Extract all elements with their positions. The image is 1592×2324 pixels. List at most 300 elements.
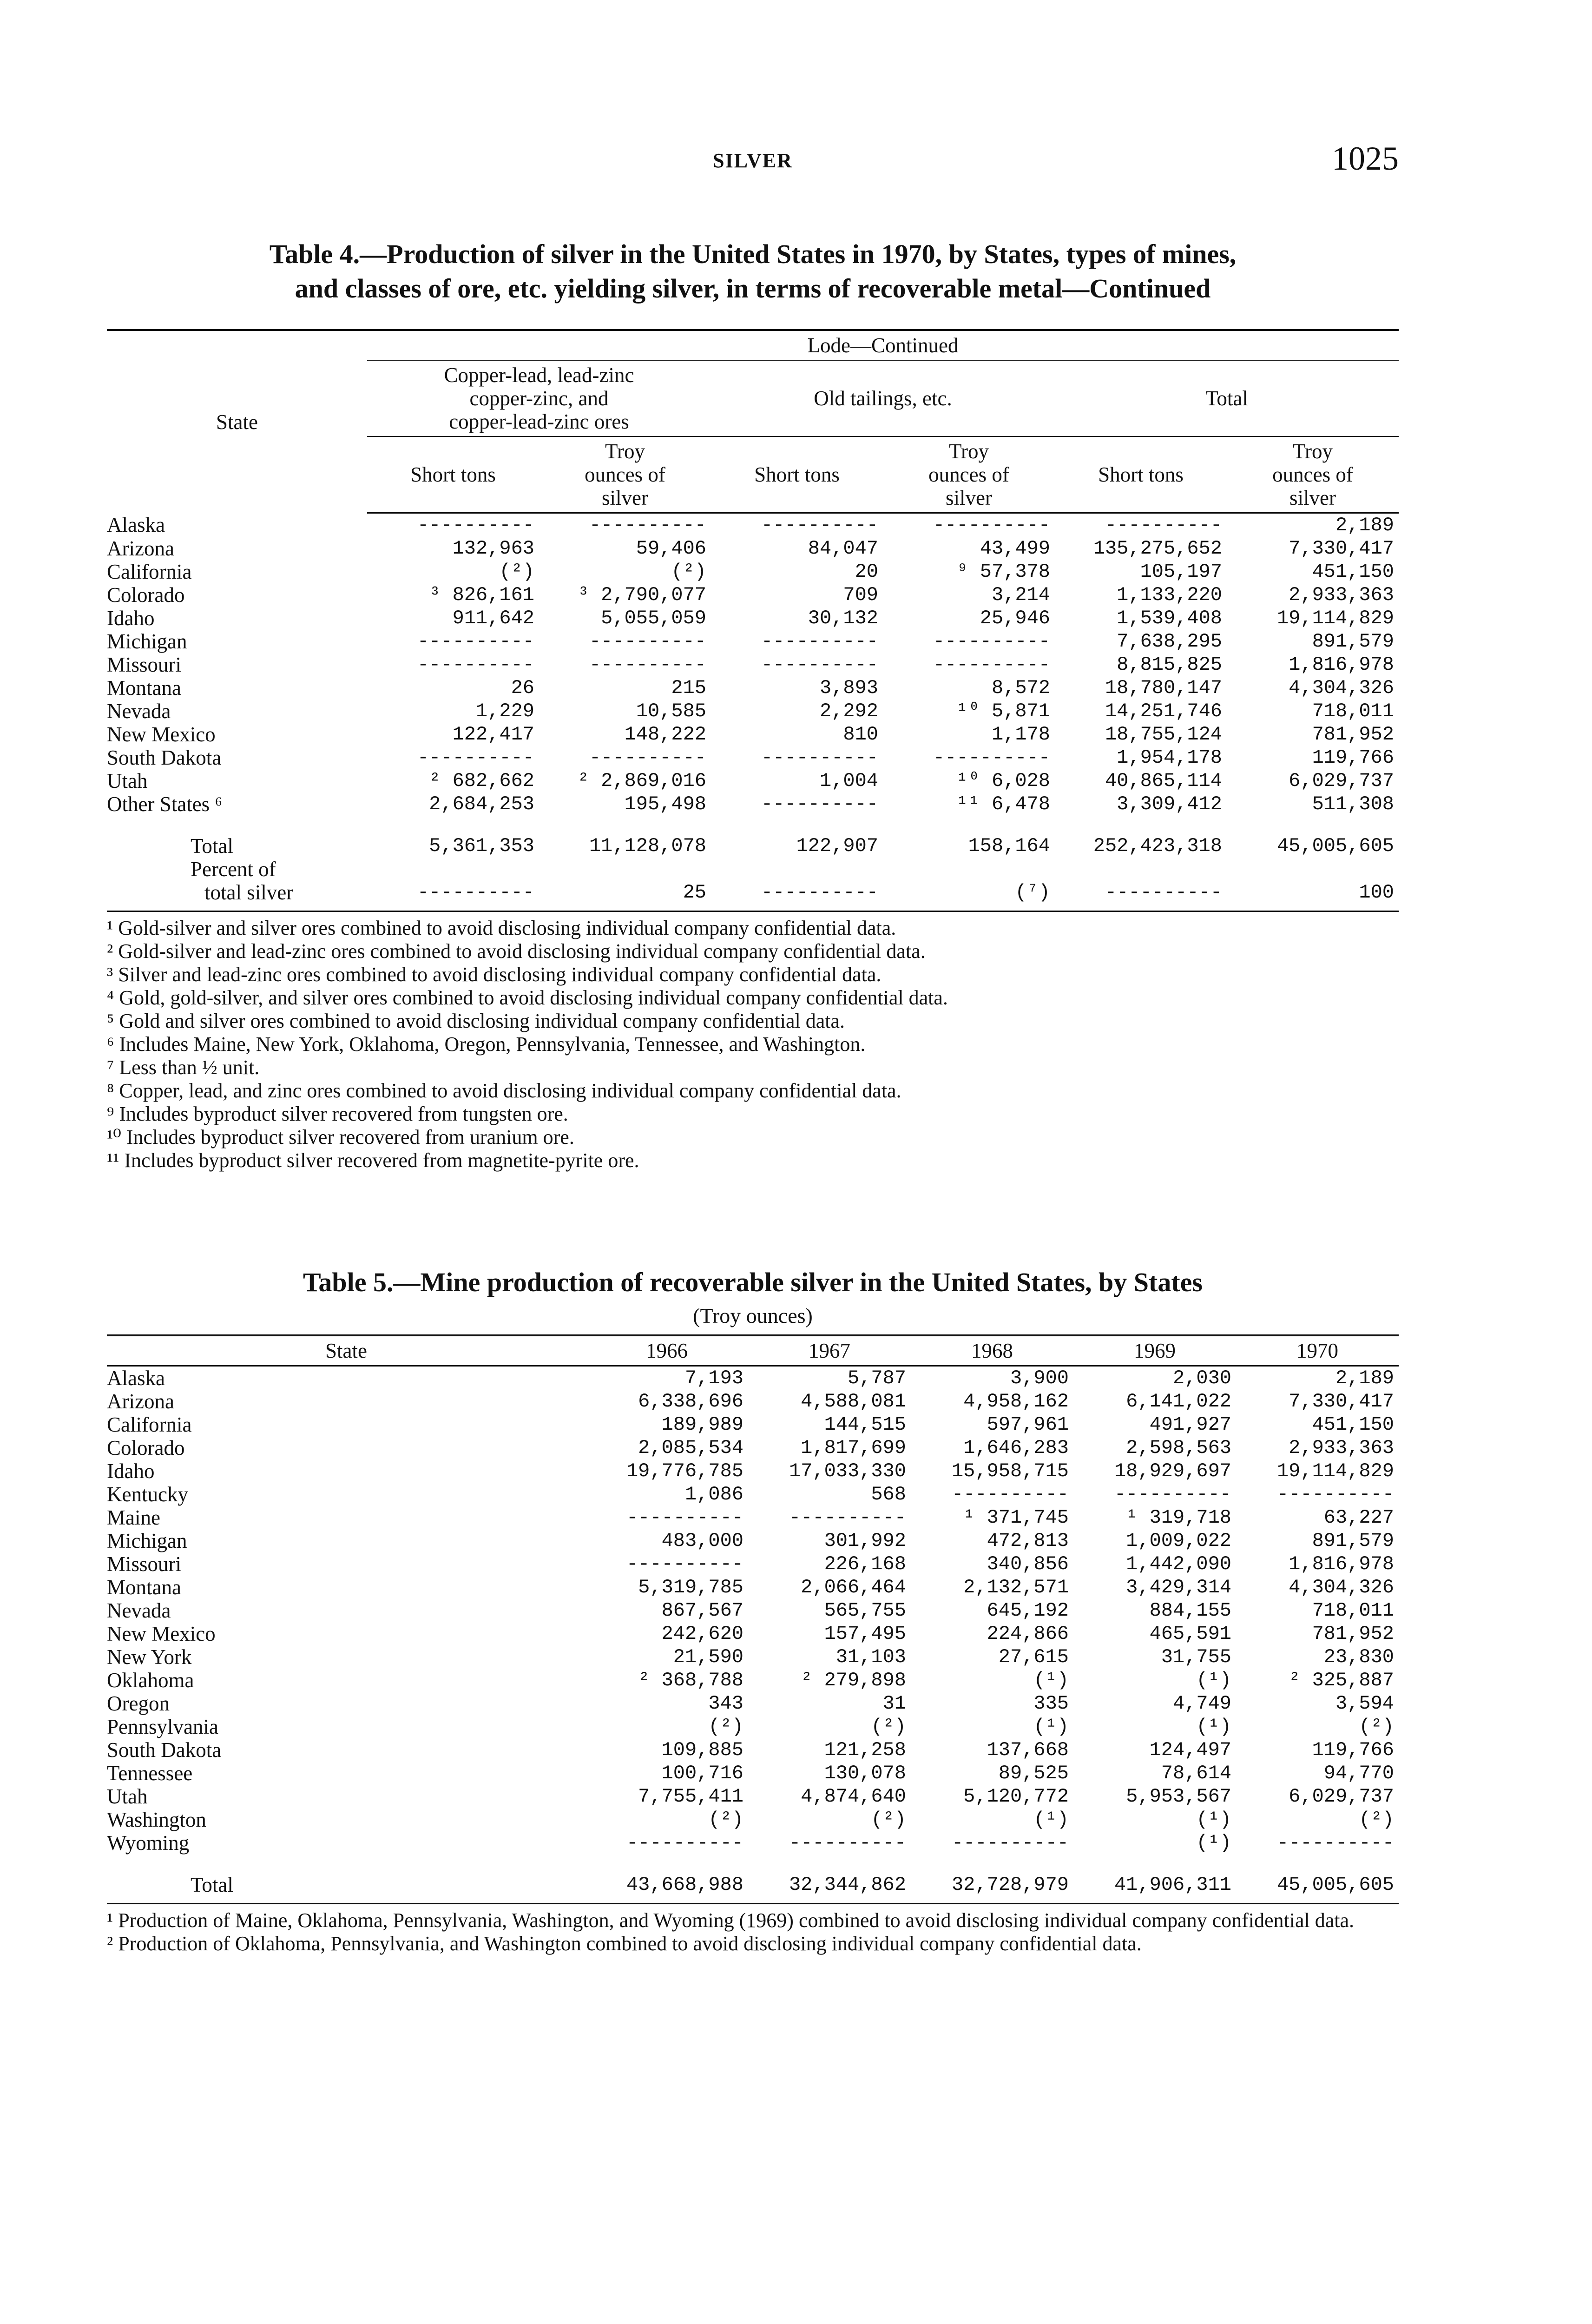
row-value: 3,309,412 — [1117, 793, 1222, 815]
row-state-label: Idaho — [107, 607, 155, 630]
copper-group-line1: Copper-lead, lead-zinc — [444, 363, 634, 387]
row-value: 8,815,825 — [1117, 654, 1222, 676]
footnote: ⁶ Includes Maine, New York, Oklahoma, Oregon, Pennsylvania, Tennessee, and Washington. — [107, 1033, 866, 1056]
row-value: 17,033,330 — [789, 1460, 906, 1482]
table-row — [107, 1622, 1399, 1645]
table4-header-troy-2: Troy ounces of silver — [883, 436, 1055, 513]
row-state-label: Michigan — [107, 630, 187, 653]
row-value: 3,594 — [1335, 1692, 1394, 1715]
row-value: 5,055,059 — [601, 607, 706, 629]
row-value: (¹) — [1196, 1809, 1231, 1831]
table4-title-line2: and classes of ore, etc. yielding silver, in terms of recoverable metal—Continued — [295, 273, 1211, 304]
row-value: (²) — [499, 561, 534, 583]
row-value: 59,406 — [636, 537, 706, 560]
row-value: 5,953,567 — [1126, 1785, 1231, 1808]
row-value: 7,193 — [684, 1367, 743, 1389]
table-row — [107, 1459, 1399, 1483]
row-value: (²) — [1359, 1716, 1394, 1738]
row-value: 1,817,699 — [801, 1437, 906, 1459]
row-value: ---------- — [417, 514, 534, 536]
table-row — [107, 723, 1399, 746]
table5-total-row: Total 43,668,988 32,344,862 32,728,979 41,906,311 45,005,605 — [107, 1871, 1399, 1896]
table-row — [107, 1645, 1399, 1669]
table-row — [107, 746, 1399, 769]
table-row — [107, 513, 1399, 537]
row-value: 195,498 — [624, 793, 706, 815]
row-value: ---------- — [933, 654, 1050, 676]
row-value: 20 — [855, 561, 878, 583]
copper-group-line2: copper-zinc, and — [469, 387, 609, 410]
row-value: 2,292 — [819, 700, 878, 722]
table5-header-1966: 1966 — [585, 1335, 748, 1366]
table4-percent-row: total silver ---------- 25 ---------- (⁷) ---------- 100 — [107, 881, 1399, 904]
row-value: ---------- — [761, 514, 878, 536]
row-state-label: South Dakota — [107, 1738, 222, 1762]
table-row — [107, 630, 1399, 653]
table-row — [107, 1483, 1399, 1506]
table5-header-1970: 1970 — [1236, 1335, 1399, 1366]
row-value: 1,004 — [819, 770, 878, 792]
table-row — [107, 1436, 1399, 1459]
row-value: 4,304,326 — [1289, 677, 1394, 699]
table-row — [107, 1762, 1399, 1785]
row-value: (²) — [708, 1716, 743, 1738]
row-value: (²) — [671, 561, 706, 583]
row-value: ---------- — [417, 746, 534, 769]
row-value: ---------- — [626, 1832, 743, 1854]
row-value: 483,000 — [661, 1530, 743, 1552]
table-row — [107, 1669, 1399, 1692]
table-row — [107, 1692, 1399, 1715]
row-value: 1,086 — [684, 1483, 743, 1505]
page-number: 1025 — [1332, 140, 1399, 177]
row-value: 19,114,829 — [1276, 607, 1394, 629]
row-value: 645,192 — [987, 1599, 1069, 1622]
table-row — [107, 1366, 1399, 1390]
footnote: ⁹ Includes byproduct silver recovered from tungsten ore. — [107, 1103, 568, 1125]
row-value: 911,642 — [452, 607, 534, 629]
row-value: 7,755,411 — [638, 1785, 743, 1808]
row-value: 1,178 — [991, 723, 1050, 746]
row-value: (¹) — [1033, 1669, 1069, 1691]
row-value: ² 368,788 — [638, 1669, 743, 1691]
row-value: (¹) — [1033, 1809, 1069, 1831]
row-value: 3,429,314 — [1126, 1576, 1231, 1598]
row-value: 2,085,534 — [638, 1437, 743, 1459]
row-value: 7,638,295 — [1117, 630, 1222, 653]
row-state-label: Utah — [107, 1785, 148, 1808]
row-value: 27,615 — [998, 1646, 1069, 1668]
row-value: ---------- — [626, 1553, 743, 1575]
row-state-label: Maine — [107, 1506, 160, 1529]
table-row — [107, 1413, 1399, 1436]
row-value: ---------- — [417, 654, 534, 676]
table4 — [107, 329, 1399, 904]
row-value: 1,539,408 — [1117, 607, 1222, 629]
row-value: 18,755,124 — [1105, 723, 1222, 746]
row-value: 137,668 — [987, 1739, 1069, 1761]
row-state-label: Montana — [107, 676, 181, 700]
row-value: ---------- — [951, 1483, 1069, 1505]
row-value: 100,716 — [661, 1762, 743, 1784]
row-value: 94,770 — [1323, 1762, 1394, 1784]
row-value: ³ 2,790,077 — [577, 584, 706, 606]
row-value: 109,885 — [661, 1739, 743, 1761]
table-row — [107, 792, 1399, 816]
row-value: 63,227 — [1323, 1506, 1394, 1529]
row-value: (²) — [871, 1716, 906, 1738]
table-row — [107, 1529, 1399, 1552]
row-value: 2,132,571 — [963, 1576, 1069, 1598]
row-value: ---------- — [951, 1832, 1069, 1854]
row-value: 130,078 — [824, 1762, 906, 1784]
footnote: ⁷ Less than ½ unit. — [107, 1056, 260, 1079]
row-value: 781,952 — [1312, 1623, 1394, 1645]
row-value: 810 — [843, 723, 878, 746]
row-value: ¹⁰ 6,028 — [956, 770, 1050, 792]
row-value: 121,258 — [824, 1739, 906, 1761]
row-value: ² 2,869,016 — [577, 770, 706, 792]
table4-header-lode: Lode—Continued — [367, 330, 1399, 360]
table5-header-1969: 1969 — [1073, 1335, 1236, 1366]
row-value: ---------- — [761, 654, 878, 676]
row-state-label: New Mexico — [107, 1622, 216, 1645]
table5 — [107, 1334, 1399, 1896]
row-state-label: Washington — [107, 1808, 206, 1831]
row-value: 472,813 — [987, 1530, 1069, 1552]
table4-header-tailings-group: Old tailings, etc. — [711, 360, 1055, 436]
row-state-label: Pennsylvania — [107, 1715, 218, 1738]
row-value: 10,585 — [636, 700, 706, 722]
row-value: 15,958,715 — [951, 1460, 1069, 1482]
row-value: ¹ 319,718 — [1126, 1506, 1231, 1529]
row-value: 1,646,283 — [963, 1437, 1069, 1459]
row-value: ---------- — [626, 1506, 743, 1529]
table-row — [107, 560, 1399, 583]
row-value: 14,251,746 — [1105, 700, 1222, 722]
row-value: 6,029,737 — [1289, 770, 1394, 792]
row-value: ---------- — [933, 746, 1050, 769]
row-value: (²) — [871, 1809, 906, 1831]
row-state-label: Tennessee — [107, 1762, 193, 1785]
row-state-label: Oklahoma — [107, 1669, 194, 1692]
row-value: ---------- — [589, 514, 706, 536]
row-value: ---------- — [789, 1832, 906, 1854]
row-value: 8,572 — [991, 677, 1050, 699]
row-value: 709 — [843, 584, 878, 606]
row-value: 23,830 — [1323, 1646, 1394, 1668]
row-value: ---------- — [761, 630, 878, 653]
row-value: 2,598,563 — [1126, 1437, 1231, 1459]
footnote: ² Production of Oklahoma, Pennsylvania, and Washington combined to avoid disclosing individual company confidential data. — [107, 1932, 1142, 1955]
row-value: 3,893 — [819, 677, 878, 699]
row-state-label: Colorado — [107, 1436, 185, 1459]
row-value: 19,114,829 — [1276, 1460, 1394, 1482]
row-value: 148,222 — [624, 723, 706, 746]
row-value: (²) — [708, 1809, 743, 1831]
row-value: ---------- — [589, 630, 706, 653]
table4-title — [107, 237, 1399, 306]
row-value: ---------- — [1276, 1483, 1394, 1505]
table-row — [107, 607, 1399, 630]
table4-percent-label: Percent of — [191, 858, 276, 881]
row-value: 451,150 — [1312, 1413, 1394, 1436]
table4-footnotes — [107, 911, 1399, 1172]
row-value: 1,009,022 — [1126, 1530, 1231, 1552]
row-value: 891,579 — [1312, 1530, 1394, 1552]
row-value: ---------- — [933, 514, 1050, 536]
row-value: 343 — [708, 1692, 743, 1715]
table-row — [107, 653, 1399, 676]
row-state-label: Arizona — [107, 1390, 174, 1413]
row-value: 3,214 — [991, 584, 1050, 606]
row-value: 891,579 — [1312, 630, 1394, 653]
row-value: 124,497 — [1149, 1739, 1231, 1761]
row-state-label: Kentucky — [107, 1483, 188, 1506]
row-value: 568 — [871, 1483, 906, 1505]
row-value: 215 — [671, 677, 706, 699]
row-value: 6,029,737 — [1289, 1785, 1394, 1808]
row-value: 19,776,785 — [626, 1460, 743, 1482]
table-row — [107, 583, 1399, 607]
row-value: 451,150 — [1312, 561, 1394, 583]
row-value: ⁹ 57,378 — [956, 561, 1050, 583]
row-value: ---------- — [589, 746, 706, 769]
row-state-label: South Dakota — [107, 746, 222, 769]
row-value: 26 — [511, 677, 534, 699]
table5-subtitle: (Troy ounces) — [693, 1304, 813, 1327]
row-value: ¹⁰ 5,871 — [956, 700, 1050, 722]
table4-header-copper-group — [367, 360, 711, 436]
table4-header-troy-1: Troy ounces of silver — [539, 436, 711, 513]
row-value: ---------- — [761, 793, 878, 815]
row-value: 31,103 — [835, 1646, 906, 1668]
row-state-label: Michigan — [107, 1529, 187, 1552]
row-value: 1,954,178 — [1117, 746, 1222, 769]
row-value: 2,189 — [1335, 514, 1394, 536]
row-value: 43,499 — [980, 537, 1050, 560]
table5-body — [107, 1366, 1399, 1855]
row-value: 122,417 — [452, 723, 534, 746]
table-row — [107, 769, 1399, 792]
footnote: ⁴ Gold, gold-silver, and silver ores combined to avoid disclosing individual company confidential data. — [107, 986, 948, 1009]
row-value: 4,958,162 — [963, 1390, 1069, 1413]
row-value: ¹¹ 6,478 — [956, 793, 1050, 815]
row-state-label: Idaho — [107, 1459, 155, 1483]
row-value: 18,780,147 — [1105, 677, 1222, 699]
footnote: ¹ Production of Maine, Oklahoma, Pennsylvania, Washington, and Wyoming (1969) combined to avoid disclosing individual company confidential data. — [107, 1909, 1355, 1932]
row-value: 4,749 — [1172, 1692, 1231, 1715]
row-value: (¹) — [1196, 1716, 1231, 1738]
row-state-label: New Mexico — [107, 723, 216, 746]
row-value: ---------- — [1276, 1832, 1394, 1854]
table-row — [107, 1738, 1399, 1762]
table-row — [107, 537, 1399, 560]
row-value: 157,495 — [824, 1623, 906, 1645]
table-row — [107, 1599, 1399, 1622]
row-value: 1,816,978 — [1289, 1553, 1394, 1575]
row-value: 31,755 — [1161, 1646, 1231, 1668]
row-value: 7,330,417 — [1289, 1390, 1394, 1413]
row-value: 1,816,978 — [1289, 654, 1394, 676]
row-value: 89,525 — [998, 1762, 1069, 1784]
row-value: (²) — [1359, 1809, 1394, 1831]
row-value: 84,047 — [808, 537, 878, 560]
row-state-label: New York — [107, 1645, 192, 1669]
row-value: 340,856 — [987, 1553, 1069, 1575]
row-value: 119,766 — [1312, 1739, 1394, 1761]
row-value: 1,442,090 — [1126, 1553, 1231, 1575]
table4-header-short-tons-2: Short tons — [711, 436, 883, 513]
row-state-label: California — [107, 560, 192, 583]
table-row — [107, 1785, 1399, 1808]
row-value: 25,946 — [980, 607, 1050, 629]
row-state-label: Nevada — [107, 700, 171, 723]
row-value: 2,189 — [1335, 1367, 1394, 1389]
table-row — [107, 1390, 1399, 1413]
row-value: 119,766 — [1312, 746, 1394, 769]
row-value: ---------- — [789, 1506, 906, 1529]
row-value: 2,933,363 — [1289, 1437, 1394, 1459]
row-value: ---------- — [1105, 514, 1222, 536]
table4-header-state: State — [216, 410, 258, 434]
row-value: 6,338,696 — [638, 1390, 743, 1413]
footnote: ¹ Gold-silver and silver ores combined to avoid disclosing individual company confidential data. — [107, 917, 896, 939]
footnote: ³ Silver and lead-zinc ores combined to avoid disclosing individual company confidential data. — [107, 963, 882, 986]
table4-header-short-tons-1: Short tons — [367, 436, 539, 513]
row-value: 5,120,772 — [963, 1785, 1069, 1808]
row-value: 4,874,640 — [801, 1785, 906, 1808]
row-value: 597,961 — [987, 1413, 1069, 1436]
row-value: 6,141,022 — [1126, 1390, 1231, 1413]
row-value: 301,992 — [824, 1530, 906, 1552]
row-value: 78,614 — [1161, 1762, 1231, 1784]
table5-summary — [107, 1855, 1399, 1896]
row-value: ---------- — [1114, 1483, 1231, 1505]
table5-header-1967: 1967 — [748, 1335, 911, 1366]
row-state-label: Alaska — [107, 1367, 165, 1390]
row-value: ---------- — [589, 654, 706, 676]
row-value: 144,515 — [824, 1413, 906, 1436]
row-value: 40,865,114 — [1105, 770, 1222, 792]
row-value: ² 682,662 — [429, 770, 534, 792]
row-value: 718,011 — [1312, 700, 1394, 722]
row-value: 21,590 — [673, 1646, 743, 1668]
row-state-label: Missouri — [107, 653, 182, 676]
row-value: ---------- — [417, 630, 534, 653]
table4-percent-label-2: total silver — [204, 881, 294, 904]
row-value: 884,155 — [1149, 1599, 1231, 1622]
running-title: SILVER — [713, 149, 793, 172]
row-value: 781,952 — [1312, 723, 1394, 746]
table-row — [107, 1808, 1399, 1831]
row-state-label: Montana — [107, 1576, 181, 1599]
row-value: 465,591 — [1149, 1623, 1231, 1645]
row-value: 31 — [882, 1692, 906, 1715]
row-state-label: Utah — [107, 769, 148, 792]
row-value: ² 279,898 — [801, 1669, 906, 1691]
row-state-label: Arizona — [107, 537, 174, 560]
row-state-label: Missouri — [107, 1552, 182, 1576]
row-value: ³ 826,161 — [429, 584, 534, 606]
row-value: ---------- — [761, 746, 878, 769]
footnote: ¹¹ Includes byproduct silver recovered from magnetite-pyrite ore. — [107, 1149, 639, 1172]
table-row — [107, 1831, 1399, 1855]
row-value: 491,927 — [1149, 1413, 1231, 1436]
copper-group-line3: copper-lead-zinc ores — [449, 410, 629, 433]
row-value: 1,133,220 — [1117, 584, 1222, 606]
table5-footnotes — [107, 1903, 1399, 1955]
row-state-label: Wyoming — [107, 1831, 190, 1855]
table-row — [107, 1552, 1399, 1576]
footnote: ⁵ Gold and silver ores combined to avoid disclosing individual company confidential data. — [107, 1010, 845, 1032]
footnote: ⁸ Copper, lead, and zinc ores combined to avoid disclosing individual company confidential data. — [107, 1079, 901, 1102]
row-value: 224,866 — [987, 1623, 1069, 1645]
row-value: 1,229 — [475, 700, 534, 722]
row-value: 4,588,081 — [801, 1390, 906, 1413]
table4-title-line1: Table 4.—Production of silver in the United States in 1970, by States, types of mines, — [269, 239, 1237, 269]
row-value: (¹) — [1196, 1669, 1231, 1691]
row-value: 132,963 — [452, 537, 534, 560]
row-value: ¹ 371,745 — [963, 1506, 1069, 1529]
row-value: (¹) — [1196, 1832, 1231, 1854]
table4-header-total-group: Total — [1055, 360, 1399, 436]
row-value: 242,620 — [661, 1623, 743, 1645]
row-value: 105,197 — [1140, 561, 1222, 583]
table4-header-short-tons-3: Short tons — [1055, 436, 1227, 513]
row-value: 4,304,326 — [1289, 1576, 1394, 1598]
row-value: 18,929,697 — [1114, 1460, 1231, 1482]
row-value: 718,011 — [1312, 1599, 1394, 1622]
row-value: 565,755 — [824, 1599, 906, 1622]
row-value: 2,684,253 — [429, 793, 534, 815]
row-value: 30,132 — [808, 607, 878, 629]
row-value: 3,900 — [1010, 1367, 1069, 1389]
table-row — [107, 700, 1399, 723]
row-value: 189,989 — [661, 1413, 743, 1436]
row-value: 2,933,363 — [1289, 584, 1394, 606]
table4-summary — [107, 816, 1399, 904]
table-row — [107, 676, 1399, 700]
table-row — [107, 1715, 1399, 1738]
row-value: 511,308 — [1312, 793, 1394, 815]
running-head — [107, 139, 1399, 186]
footnote: ¹⁰ Includes byproduct silver recovered from uranium ore. — [107, 1126, 574, 1149]
table5-title: Table 5.—Mine production of recoverable silver in the United States, by States — [303, 1267, 1203, 1297]
table4-total-row: Total 5,361,353 11,128,078 122,907 158,164 252,423,318 45,005,605 — [107, 832, 1399, 858]
row-value: 5,319,785 — [638, 1576, 743, 1598]
row-state-label: Colorado — [107, 583, 185, 607]
table4-total-label: Total — [191, 834, 233, 858]
row-state-label: Other States ⁶ — [107, 792, 223, 816]
row-value: 5,787 — [847, 1367, 906, 1389]
row-state-label: Oregon — [107, 1692, 170, 1715]
row-value: ---------- — [933, 630, 1050, 653]
table4-percent-label-row — [107, 858, 1399, 881]
table5-total-label: Total — [191, 1873, 233, 1896]
table5-header-1968: 1968 — [911, 1335, 1073, 1366]
row-value: (¹) — [1033, 1716, 1069, 1738]
table-row — [107, 1576, 1399, 1599]
row-value: 867,567 — [661, 1599, 743, 1622]
table4-header-troy-3: Troy ounces of silver — [1227, 436, 1399, 513]
row-value: 135,275,652 — [1093, 537, 1222, 560]
table-row — [107, 1506, 1399, 1529]
row-value: 2,030 — [1172, 1367, 1231, 1389]
footnote: ² Gold-silver and lead-zinc ores combined to avoid disclosing individual company confidential data. — [107, 940, 926, 963]
row-value: ² 325,887 — [1289, 1669, 1394, 1691]
table4-body — [107, 513, 1399, 816]
